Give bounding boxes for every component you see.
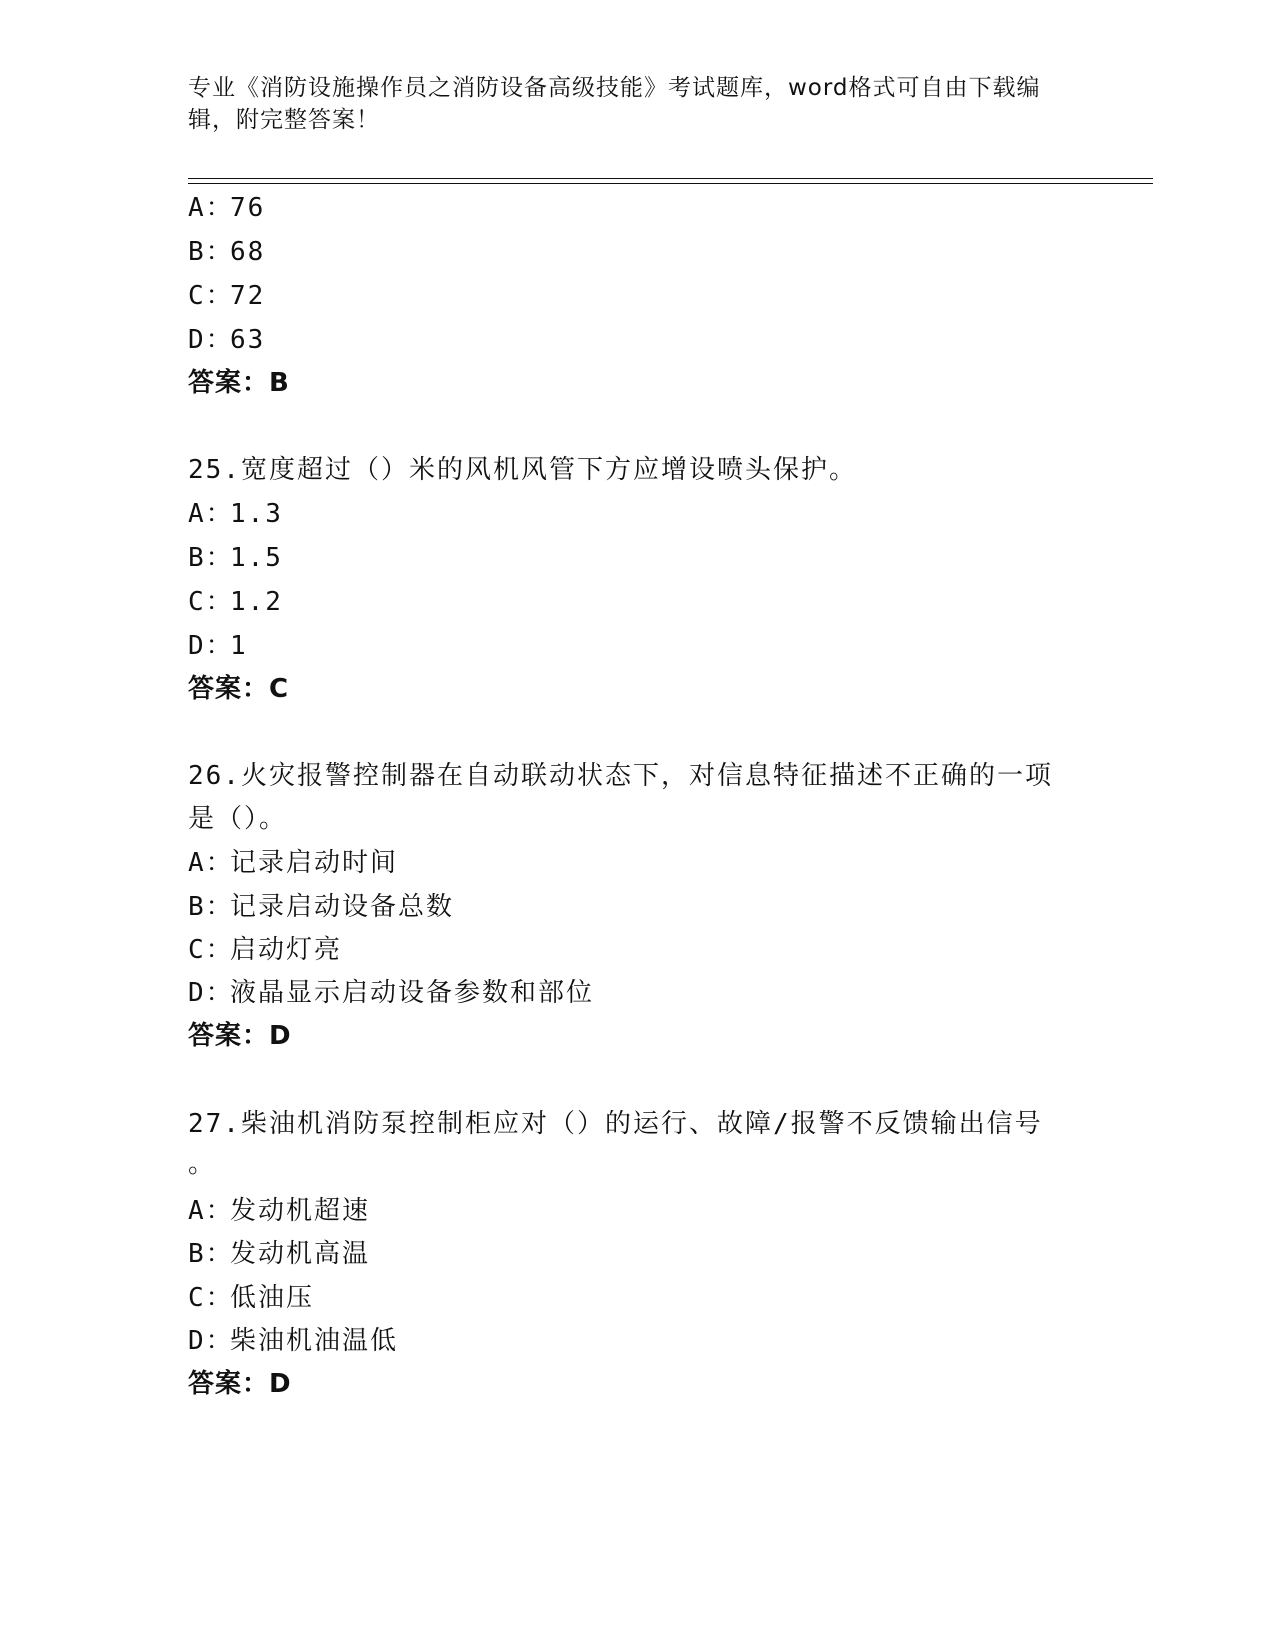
- title-line-1: 专业《消防设施操作员之消防设备高级技能》考试题库，word格式可自由下载编: [188, 75, 1041, 101]
- option-a: A：76: [188, 193, 266, 223]
- option-b: B：发动机高温: [188, 1239, 371, 1269]
- option-c: C：1.2: [188, 587, 283, 617]
- option-a: A：发动机超速: [188, 1196, 371, 1226]
- answer-label: 答案：B: [188, 368, 290, 398]
- answer-label: 答案：D: [188, 1021, 292, 1051]
- question-text-line-1: 26.火灾报警控制器在自动联动状态下，对信息特征描述不正确的一项: [188, 761, 1053, 791]
- header-divider-top: [188, 178, 1153, 179]
- option-d: D：液晶显示启动设备参数和部位: [188, 978, 595, 1008]
- question-text-line-2: 是（）。: [188, 804, 288, 834]
- document-title: [188, 72, 1068, 136]
- option-b: B：记录启动设备总数: [188, 892, 455, 922]
- option-b: B：68: [188, 237, 266, 267]
- option-d: D：63: [188, 325, 266, 355]
- header-divider-bottom: [188, 183, 1153, 184]
- option-d: D：柴油机油温低: [188, 1326, 399, 1356]
- option-c: C：低油压: [188, 1283, 315, 1313]
- answer-label: 答案：C: [188, 674, 290, 704]
- option-a: A：记录启动时间: [188, 848, 399, 878]
- question-text-line-1: 27.柴油机消防泵控制柜应对（）的运行、故障/报警不反馈输出信号: [188, 1109, 1043, 1139]
- option-a: A：1.3: [188, 499, 283, 529]
- answer-label: 答案：D: [188, 1369, 292, 1399]
- title-line-2: 辑，附完整答案！: [188, 107, 380, 133]
- question-text-line-2: 。: [188, 1149, 217, 1179]
- option-b: B：1.5: [188, 543, 283, 573]
- question-text: 25.宽度超过（）米的风机风管下方应增设喷头保护。: [188, 455, 857, 485]
- option-c: C：启动灯亮: [188, 935, 343, 965]
- option-d: D：1: [188, 631, 248, 661]
- option-c: C：72: [188, 281, 266, 311]
